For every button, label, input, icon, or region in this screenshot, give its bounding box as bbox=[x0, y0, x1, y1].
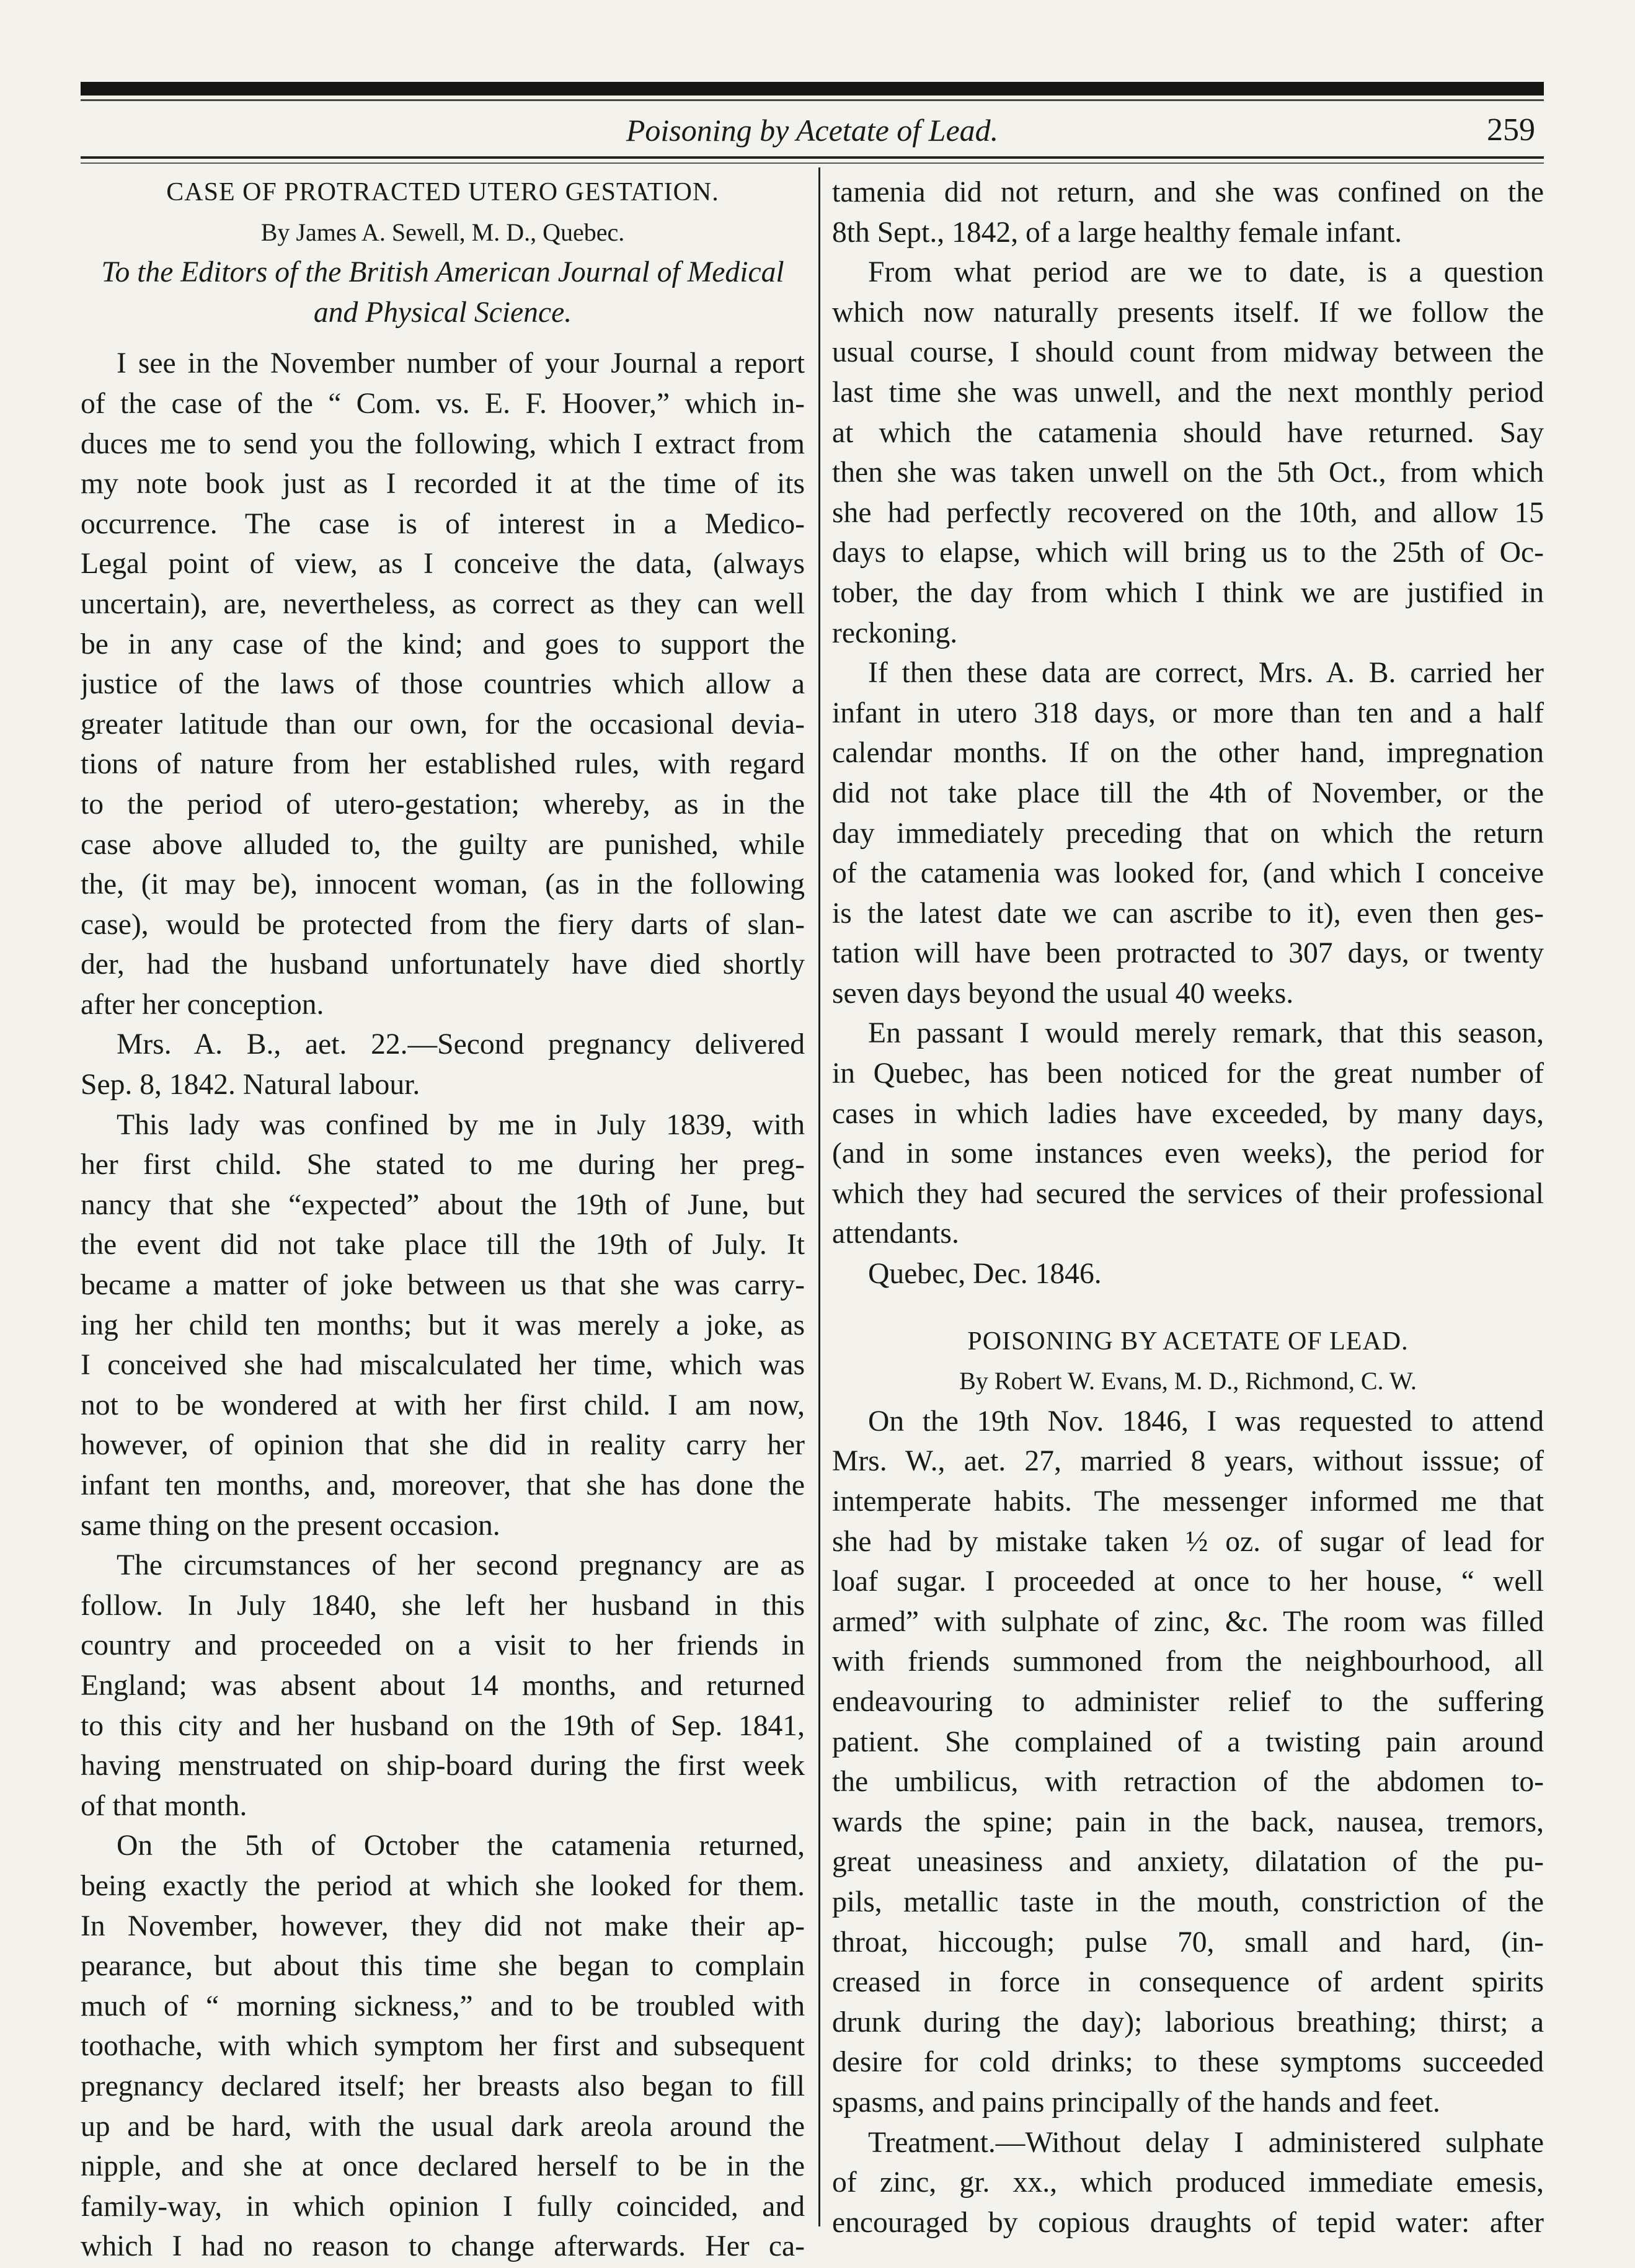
column-divider bbox=[818, 167, 820, 2226]
text-line: infant in utero 318 days, or more than ten and a half bbox=[832, 696, 1544, 729]
text-line: to this city and her husband on the 19th of Sep. 1841, bbox=[81, 1709, 805, 1742]
text-line: If then these data are correct, Mrs. A. B. carried her bbox=[868, 657, 1544, 690]
text-line: tation will have been protracted to 307 days, or twenty bbox=[832, 937, 1544, 970]
text-line: having menstruated on ship-board during the first week bbox=[81, 1750, 805, 1782]
text-line: she had perfectly recovered on the 10th, and allow 15 bbox=[832, 496, 1544, 529]
text-line: much of “ morning sickness,” and to be troubled with bbox=[81, 1990, 805, 2022]
text-line: By Robert W. Evans, M. D., Richmond, C. W. bbox=[959, 1367, 1417, 1395]
text-line: On the 5th of October the catamenia returned, bbox=[117, 1830, 805, 1862]
text-line: of zinc, gr. xx., which produced immediate emesis, bbox=[832, 2166, 1544, 2199]
text-line: occurrence. The case is of interest in a Medico- bbox=[81, 507, 805, 540]
text-line: great uneasiness and anxiety, dilatation of the pu- bbox=[832, 1846, 1544, 1879]
text-line: day immediately preceding that on which the return bbox=[832, 817, 1544, 850]
text-line: became a matter of joke between us that she was carry- bbox=[81, 1269, 805, 1302]
text-line: calendar months. If on the other hand, impregnation bbox=[832, 737, 1544, 770]
text-line: tions of nature from her established rules, with regard bbox=[81, 748, 805, 781]
text-line: being exactly the period at which she looked for them. bbox=[81, 1869, 805, 1902]
text-line: up and be hard, with the usual dark areola around the bbox=[81, 2110, 805, 2143]
text-line: Sep. 8, 1842. Natural labour. bbox=[81, 1069, 420, 1101]
page-number: 259 bbox=[1487, 112, 1535, 148]
text-line: the umbilicus, with retraction of the abdomen to- bbox=[832, 1766, 1544, 1799]
text-line: Treatment.—Without delay I administered sulphate bbox=[868, 2126, 1544, 2159]
header-rule bbox=[81, 156, 1544, 159]
running-header bbox=[81, 105, 1544, 155]
text-line: not to be wondered at with her first child. I am now, bbox=[81, 1389, 805, 1421]
text-line: days to elapse, which will bring us to the 25th of Oc- bbox=[832, 536, 1544, 569]
text-line: 8th Sept., 1842, of a large healthy female infant. bbox=[832, 216, 1402, 249]
text-line: which I had no reason to change afterwards. Her ca- bbox=[81, 2230, 805, 2263]
text-line: same thing on the present occasion. bbox=[81, 1509, 500, 1542]
text-line: spasms, and pains principally of the hands and feet. bbox=[832, 2086, 1440, 2119]
text-line: toothache, with which symptom her first and subsequent bbox=[81, 2030, 805, 2063]
text-line: usual course, I should count from midway between the bbox=[832, 336, 1544, 369]
text-line: my note book just as I recorded it at the time of its bbox=[81, 468, 805, 500]
text-line: which now naturally presents itself. If we follow the bbox=[832, 296, 1544, 329]
text-line: pils, metallic taste in the mouth, constriction of the bbox=[832, 1885, 1544, 1918]
text-line: der, had the husband unfortunately have died shortly bbox=[81, 948, 805, 981]
text-line: reckoning. bbox=[832, 616, 958, 649]
text-line: (and in some instances even weeks), the period for bbox=[832, 1137, 1544, 1170]
text-line: Quebec, Dec. 1846. bbox=[868, 1258, 1102, 1291]
text-line: I see in the November number of your Journal a report bbox=[117, 347, 805, 380]
right-column bbox=[832, 172, 1544, 2243]
text-line: nipple, and she at once declared herself to be in the bbox=[81, 2150, 805, 2183]
text-line: case), would be protected from the fiery darts of slan- bbox=[81, 908, 805, 941]
text-line: duces me to send you the following, which I extract from bbox=[81, 427, 805, 460]
text-line: country and proceeded on a visit to her friends in bbox=[81, 1629, 805, 1662]
text-line: follow. In July 1840, she left her husband in this bbox=[81, 1589, 805, 1622]
text-line: infant ten months, and, moreover, that she has done the bbox=[81, 1469, 805, 1501]
header-rule-thin bbox=[81, 162, 1544, 164]
text-line: which they had secured the services of their professional bbox=[832, 1177, 1544, 1210]
text-line: By James A. Sewell, M. D., Quebec. bbox=[260, 218, 625, 246]
text-line: POISONING BY ACETATE OF LEAD. bbox=[967, 1327, 1409, 1356]
text-line: armed” with sulphate of zinc, &c. The room was filled bbox=[832, 1605, 1544, 1638]
text-line: however, of opinion that she did in reality carry her bbox=[81, 1429, 805, 1462]
text-line: ing her child ten months; but it was merely a joke, as bbox=[81, 1309, 805, 1341]
text-line: En passant I would merely remark, that this season, bbox=[868, 1017, 1544, 1050]
text-line: drunk during the day); laborious breathing; thirst; a bbox=[832, 2006, 1544, 2039]
left-column bbox=[81, 172, 805, 2267]
text-line: and Physical Science. bbox=[313, 296, 572, 329]
text-line: CASE OF PROTRACTED UTERO GESTATION. bbox=[166, 178, 719, 207]
text-line: is the latest date we can ascribe to it), even then ges- bbox=[832, 897, 1544, 930]
text-line: the event did not take place till the 19th of July. It bbox=[81, 1229, 805, 1261]
text-line: of the case of the “ Com. vs. E. F. Hoover,” which in- bbox=[81, 387, 805, 420]
text-line: wards the spine; pain in the back, nausea, tremors, bbox=[832, 1805, 1544, 1838]
top-rule-thin bbox=[81, 99, 1544, 101]
text-line: patient. She complained of a twisting pain around bbox=[832, 1725, 1544, 1758]
text-line: From what period are we to date, is a question bbox=[868, 256, 1544, 289]
text-line: in Quebec, has been noticed for the great number of bbox=[832, 1057, 1544, 1090]
text-line: creased in force in consequence of ardent spirits bbox=[832, 1966, 1544, 1999]
text-line: to the period of utero-gestation; whereby, as in the bbox=[81, 788, 805, 820]
text-line: cases in which ladies have exceeded, by many days, bbox=[832, 1097, 1544, 1130]
text-line: uncertain), are, nevertheless, as correct as they can well bbox=[81, 587, 805, 620]
text-line: last time she was unwell, and the next monthly period bbox=[832, 376, 1544, 409]
text-line: family-way, in which opinion I fully coincided, and bbox=[81, 2190, 805, 2223]
text-line: with friends summoned from the neighbourhood, all bbox=[832, 1645, 1544, 1678]
text-line: justice of the laws of those countries which allow a bbox=[81, 668, 805, 701]
text-line: she had by mistake taken ½ oz. of sugar of lead for bbox=[832, 1525, 1544, 1558]
text-line: Legal point of view, as I conceive the data, (always bbox=[81, 548, 805, 580]
text-line: greater latitude than our own, for the occasional devia- bbox=[81, 708, 805, 740]
text-line: after her conception. bbox=[81, 988, 324, 1021]
text-line: case above alluded to, the guilty are punished, while bbox=[81, 828, 805, 861]
text-line: throat, hiccough; pulse 70, small and hard, (in- bbox=[832, 1926, 1544, 1959]
text-line: endeavouring to administer relief to the suffering bbox=[832, 1685, 1544, 1718]
text-line: tober, the day from which I think we are justified in bbox=[832, 576, 1544, 609]
text-line: encouraged by copious draughts of tepid water: after bbox=[832, 2206, 1544, 2239]
text-line: In November, however, they did not make their ap- bbox=[81, 1910, 805, 1942]
text-line: nancy that she “expected” about the 19th of June, but bbox=[81, 1188, 805, 1221]
text-line: pregnancy declared itself; her breasts also began to fill bbox=[81, 2070, 805, 2102]
text-line: The circumstances of her second pregnancy are as bbox=[117, 1549, 805, 1582]
text-line: Mrs. A. B., aet. 22.—Second pregnancy delivered bbox=[117, 1028, 805, 1061]
text-line: tamenia did not return, and she was confined on the bbox=[832, 176, 1544, 208]
top-rule bbox=[81, 82, 1544, 96]
text-line: desire for cold drinks; to these symptoms succeeded bbox=[832, 2046, 1544, 2079]
text-line: did not take place till the 4th of November, or the bbox=[832, 776, 1544, 809]
text-line: I conceived she had miscalculated her time, which was bbox=[81, 1349, 805, 1382]
text-line: her first child. She stated to me during her preg- bbox=[81, 1149, 805, 1181]
text-line: attendants. bbox=[832, 1217, 959, 1250]
text-line: pearance, but about this time she began to complain bbox=[81, 1950, 805, 1983]
text-line: intemperate habits. The messenger informed me that bbox=[832, 1485, 1544, 1518]
text-line: England; was absent about 14 months, and returned bbox=[81, 1669, 805, 1702]
text-line: Mrs. W., aet. 27, married 8 years, without isssue; of bbox=[832, 1445, 1544, 1478]
text-line: seven days beyond the usual 40 weeks. bbox=[832, 977, 1294, 1010]
text-line: be in any case of the kind; and goes to support the bbox=[81, 628, 805, 660]
text-line: at which the catamenia should have returned. Say bbox=[832, 416, 1544, 449]
text-line: then she was taken unwell on the 5th Oct., from which bbox=[832, 456, 1544, 489]
text-line: This lady was confined by me in July 1839, with bbox=[117, 1108, 805, 1141]
text-line: To the Editors of the British American Journal of Medical bbox=[101, 256, 784, 289]
text-line: of the catamenia was looked for, (and which I conceive bbox=[832, 857, 1544, 890]
text-line: the, (it may be), innocent woman, (as in the following bbox=[81, 868, 805, 901]
text-line: of that month. bbox=[81, 1789, 247, 1822]
running-title: Poisoning by Acetate of Lead. bbox=[626, 113, 999, 148]
text-line: loaf sugar. I proceeded at once to her house, “ well bbox=[832, 1565, 1544, 1598]
text-line: On the 19th Nov. 1846, I was requested to attend bbox=[868, 1405, 1544, 1438]
